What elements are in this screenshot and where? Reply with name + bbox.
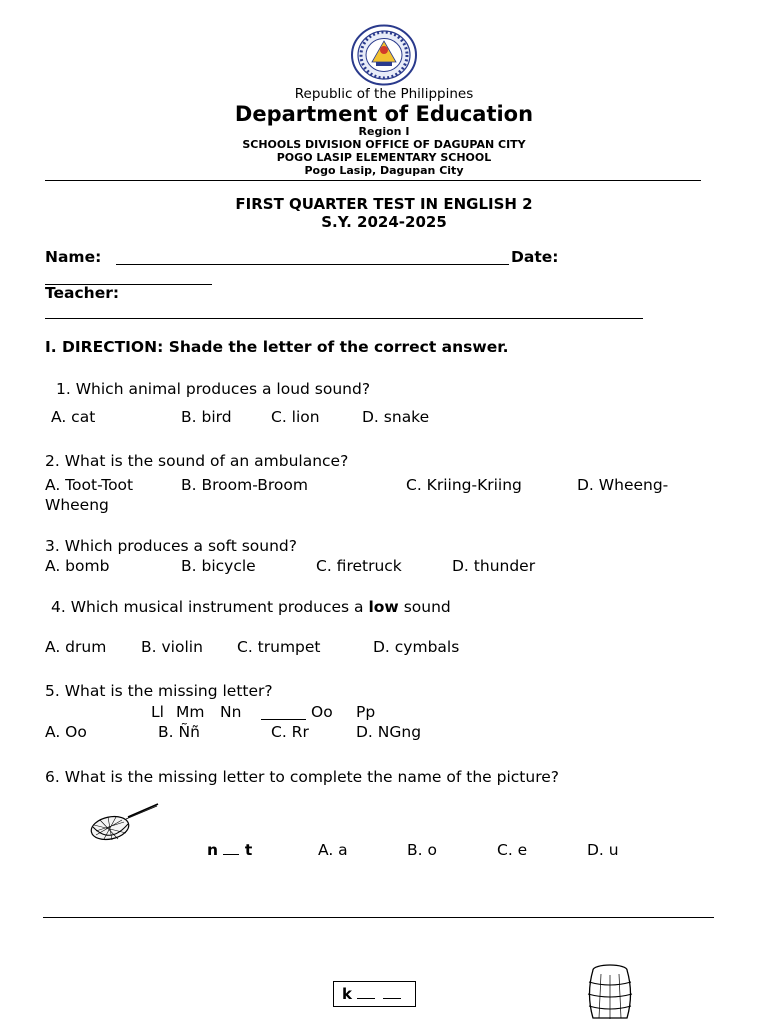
question-3-text: 3. Which produces a soft sound?	[45, 537, 297, 555]
school-line: POGO LASIP ELEMENTARY SCHOOL	[276, 151, 492, 164]
address-line: Pogo Lasip, Dagupan City	[304, 164, 464, 177]
test-title: FIRST QUARTER TEST IN ENGLISH 2	[235, 195, 533, 213]
header-divider	[45, 180, 701, 181]
q4-emphasis: low	[368, 598, 399, 616]
q7-word-first: k	[342, 985, 352, 1003]
fishing-net-icon	[88, 803, 160, 845]
q5-blank[interactable]	[261, 704, 306, 720]
q4-choice-c[interactable]: C. trumpet	[237, 638, 321, 656]
q3-choice-d[interactable]: D. thunder	[452, 557, 536, 575]
teacher-field[interactable]	[45, 302, 643, 319]
q6-choice-d[interactable]: D. u	[587, 841, 619, 859]
q2-choice-a[interactable]: A. Toot-Toot	[45, 476, 134, 494]
section-divider	[43, 917, 714, 918]
q6-choice-b[interactable]: B. o	[407, 841, 437, 859]
q4-choice-d[interactable]: D. cymbals	[373, 638, 460, 656]
republic-line: Republic of the Philippines	[294, 86, 474, 102]
q6-word-first: n	[207, 841, 219, 859]
q4-choice-b[interactable]: B. violin	[141, 638, 203, 656]
q2-choice-b[interactable]: B. Broom-Broom	[181, 476, 308, 494]
division-line: SCHOOLS DIVISION OFFICE OF DAGUPAN CITY	[242, 138, 526, 151]
direction	[45, 338, 509, 356]
q3-choice-b[interactable]: B. bicycle	[181, 557, 256, 575]
department-title: Department of Education	[234, 102, 534, 126]
q6-word-last: t	[244, 841, 253, 859]
q6-blank[interactable]	[223, 842, 239, 855]
q1-choice-b[interactable]: B. bird	[181, 408, 232, 426]
deped-seal-icon	[350, 24, 418, 86]
q2-choice-d[interactable]: D. Wheeng-	[577, 476, 669, 494]
q5-choice-c[interactable]: C. Rr	[271, 723, 309, 741]
q7-word-box[interactable]	[333, 981, 416, 1007]
q7-blank-2[interactable]	[383, 998, 401, 999]
q5-seq-3: Nn	[220, 703, 242, 721]
q5-seq-4: Oo	[311, 703, 333, 721]
region-line: Region I	[358, 125, 410, 138]
q3-choice-c[interactable]: C. firetruck	[316, 557, 402, 575]
q2-choice-d-wrap[interactable]: Wheeng	[45, 496, 109, 514]
q7-blank-1[interactable]	[357, 998, 375, 999]
teacher-label: Teacher:	[45, 284, 120, 302]
question-1-text: 1. Which animal produces a loud sound?	[56, 380, 371, 398]
name-label: Name:	[45, 248, 102, 266]
q5-seq-2: Mm	[176, 703, 205, 721]
q6-choice-c[interactable]: C. e	[497, 841, 528, 859]
question-6-text: 6. What is the missing letter to complete the name of the picture?	[45, 768, 559, 786]
name-field[interactable]	[116, 247, 509, 265]
q1-choice-d[interactable]: D. snake	[362, 408, 430, 426]
question-5-text: 5. What is the missing letter?	[45, 682, 273, 700]
q5-seq-5: Pp	[356, 703, 376, 721]
question-2-text: 2. What is the sound of an ambulance?	[45, 452, 349, 470]
direction-label: I. DIRECTION:	[45, 338, 164, 356]
q5-seq-1: Ll	[151, 703, 164, 721]
date-label: Date:	[511, 248, 559, 266]
q4-choice-a[interactable]: A. drum	[45, 638, 107, 656]
date-field[interactable]	[45, 267, 212, 285]
barrel-icon	[584, 962, 636, 1022]
q6-choice-a[interactable]: A. a	[318, 841, 348, 859]
q5-choice-b[interactable]: B. Ññ	[158, 723, 200, 741]
q5-choice-a[interactable]: A. Oo	[45, 723, 87, 741]
direction-text: Shade the letter of the correct answer.	[168, 338, 509, 356]
q1-choice-a[interactable]: A. cat	[51, 408, 96, 426]
question-4-text: 4. Which musical instrument produces a low sound	[51, 598, 451, 616]
q3-choice-a[interactable]: A. bomb	[45, 557, 110, 575]
q6-word	[207, 841, 252, 859]
school-year: S.Y. 2024-2025	[321, 213, 447, 231]
q5-choice-d[interactable]: D. NGng	[356, 723, 422, 741]
q2-choice-c[interactable]: C. Kriing-Kriing	[406, 476, 522, 494]
q1-choice-c[interactable]: C. lion	[271, 408, 320, 426]
